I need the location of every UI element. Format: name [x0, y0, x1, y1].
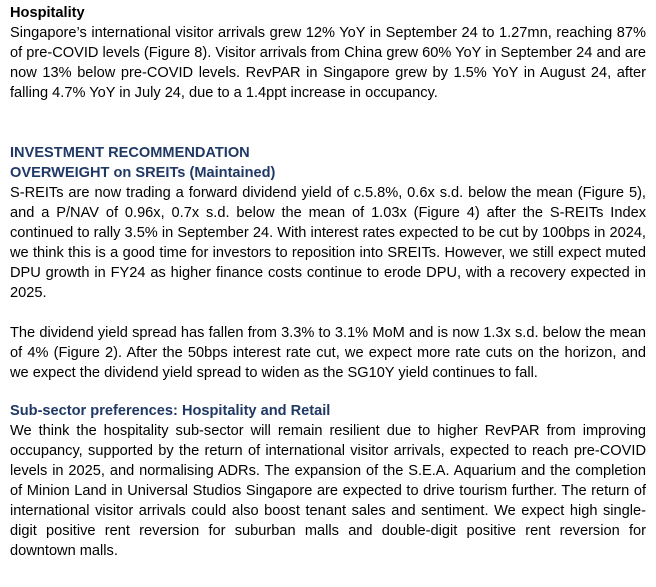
- section-spacer: [10, 383, 646, 401]
- hospitality-paragraph: Singapore’s international visitor arrivals grew 12% YoY in September 24 to 1.27mn, reaching 87% of pre-COVID levels (Figure 8). Visitor arrivals from China grew 60% YoY in September 24 and are now 13% below pre-COVID levels. RevPAR in Singapore grew by 1.5% YoY in August 24, after falling 4.7% YoY in July 24, due to a 1.4ppt increase in occupancy.: [10, 25, 646, 101]
- investment-recommendation-heading: INVESTMENT RECOMMENDATION: [10, 145, 250, 161]
- subsector-preferences-heading: Sub-sector preferences: Hospitality and Retail: [10, 403, 331, 419]
- sreits-valuation-paragraph: S-REITs are now trading a forward dividend yield of c.5.8%, 0.6x s.d. below the mean (Figure 5), and a P/NAV of 0.96x, 0.7x s.d. below the mean of 1.03x (Figure 4) after the S-REITs Index continued to rally 3.5% in September 24. With interest rates expected to be cut by 100bps in 2024, we think this is a good time for investors to reposition into SREITs. However, we still expect muted DPU growth in FY24 as higher finance costs continue to erode DPU, with a recovery expected in 2025.: [10, 185, 646, 301]
- paragraph-spacer: [10, 303, 646, 323]
- dividend-yield-spread-paragraph: The dividend yield spread has fallen from 3.3% to 3.1% MoM and is now 1.3x s.d. below the mean of 4% (Figure 2). After the 50bps interest rate cut, we expect more rate cuts on the horizon, and we expect the dividend yield spread to widen as the SG10Y yield continues to fall.: [10, 325, 646, 381]
- overweight-subheading: OVERWEIGHT on SREITs (Maintained): [10, 165, 276, 181]
- subsector-paragraph: We think the hospitality sub-sector will remain resilient due to higher RevPAR from improving occupancy, supported by the return of international visitor arrivals, expected to reach pre-COVID levels in 2025, and normalising ADRs. The expansion of the S.E.A. Aquarium and the completion of Minion Land in Universal Studios Singapore are expected to drive tourism further. The return of international visitor arrivals could also boost tenant sales and sentiment. We expect high single-digit positive rent reversion for suburban malls and double-digit positive rent reversion for downtown malls.: [10, 423, 646, 559]
- section-spacer: [10, 103, 646, 143]
- hospitality-heading: Hospitality: [10, 5, 85, 21]
